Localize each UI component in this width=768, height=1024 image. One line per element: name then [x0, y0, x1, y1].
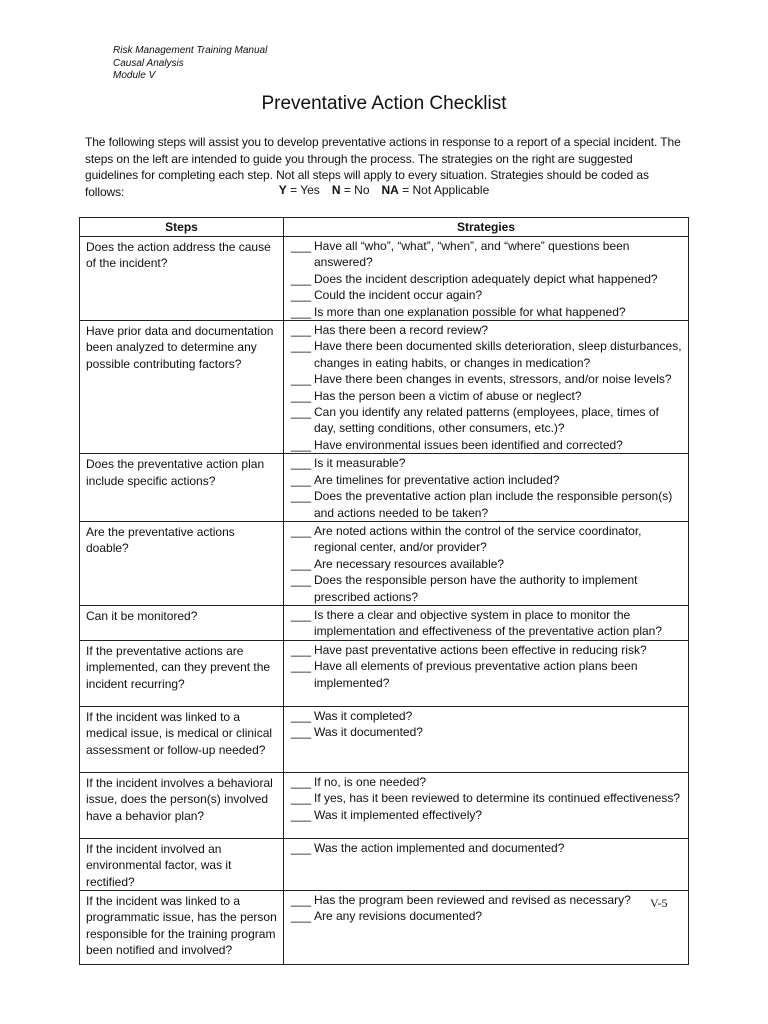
answer-blank[interactable]: ___ — [291, 807, 312, 822]
strategy-question: Does the incident description adequately depict what happened? — [314, 271, 658, 286]
strategy-item — [291, 338, 683, 371]
answer-blank[interactable]: ___ — [291, 607, 312, 622]
strategy-item — [291, 238, 683, 271]
answer-blank[interactable]: ___ — [291, 437, 312, 452]
strategies-cell — [284, 890, 689, 964]
table-row — [80, 772, 689, 838]
strategies-cell — [284, 838, 689, 890]
strategy-item — [291, 658, 683, 691]
steps-column-header: Steps — [80, 218, 284, 237]
answer-blank[interactable]: ___ — [291, 708, 312, 723]
table-row — [80, 605, 689, 640]
strategy-question: Have all “who”, “what”, “when”, and “where” questions been answered? — [314, 239, 630, 270]
strategy-item — [291, 271, 683, 287]
strategy-item — [291, 304, 683, 320]
strategy-item — [291, 488, 683, 521]
header-manual-title: Risk Management Training Manual — [113, 45, 268, 56]
header-module: Module V — [113, 70, 156, 81]
strategy-item — [291, 388, 683, 404]
legend-no-text: = No — [340, 183, 370, 197]
table-row — [80, 838, 689, 890]
strategies-cell — [284, 640, 689, 706]
legend-yes-text: = Yes — [286, 183, 320, 197]
step-cell: If the incident was linked to a medical issue, is medical or clinical assessment or follow-up needed? — [80, 706, 284, 772]
strategy-question: If yes, has it been reviewed to determine its continued effectiveness? — [314, 791, 680, 806]
strategy-question: Can you identify any related patterns (employees, place, times of day, setting conditions, other consumers, etc.)? — [314, 405, 659, 436]
strategy-question: Have all elements of previous preventative action plans been implemented? — [314, 659, 638, 690]
answer-blank[interactable]: ___ — [291, 892, 312, 907]
answer-blank[interactable]: ___ — [291, 271, 312, 286]
step-cell: If the preventative actions are implemented, can they prevent the incident recurring? — [80, 640, 284, 706]
answer-blank[interactable]: ___ — [291, 659, 312, 674]
strategy-question: Was it completed? — [314, 708, 413, 723]
strategy-item — [291, 472, 683, 488]
page-title: Preventative Action Checklist — [261, 93, 507, 114]
legend-yes-code: Y — [278, 183, 287, 197]
table-header-row — [80, 218, 689, 237]
strategy-question: Have there been changes in events, stressors, and/or noise levels? — [314, 372, 672, 387]
strategy-question: Does the responsible person have the authority to implement prescribed actions? — [314, 573, 638, 604]
step-cell: Have prior data and documentation been analyzed to determine any possible contributing factors? — [80, 321, 284, 454]
checklist-table — [79, 217, 689, 965]
strategies-cell — [284, 706, 689, 772]
strategy-item — [291, 322, 683, 338]
answer-blank[interactable]: ___ — [291, 472, 312, 487]
step-cell: If the incident involves a behavioral issue, does the person(s) involved have a behavior plan? — [80, 772, 284, 838]
intro-paragraph: The following steps will assist you to develop preventative actions in response to a report of a special incident. The steps on the left are intended to guide you through the process. The strategies on the right are suggested guidelines for completing each step. Not all steps will apply to every situation. Strategies should be coded as follows: — [85, 135, 681, 199]
table-row — [80, 321, 689, 454]
strategy-item — [291, 840, 683, 856]
strategy-question: Have past preventative actions been effective in reducing risk? — [314, 642, 647, 657]
checklist-body — [80, 237, 689, 965]
strategies-cell — [284, 605, 689, 640]
strategy-question: Are noted actions within the control of the service coordinator, regional center, and/or provider? — [314, 523, 642, 555]
strategy-question: Has there been a record review? — [314, 323, 489, 338]
answer-blank[interactable]: ___ — [291, 489, 312, 504]
header-section: Causal Analysis — [113, 57, 184, 69]
strategy-item — [291, 724, 683, 740]
step-cell: If the incident involved an environmental factor, was it rectified? — [80, 838, 284, 890]
legend-na-code: NA — [381, 183, 399, 197]
strategy-item — [291, 774, 683, 790]
strategy-item — [291, 607, 683, 640]
table-row — [80, 237, 689, 321]
strategies-column-header: Strategies — [284, 218, 689, 237]
strategy-question: Is more than one explanation possible for what happened? — [314, 304, 626, 319]
answer-blank[interactable]: ___ — [291, 372, 312, 387]
strategy-question: Does the preventative action plan include the responsible person(s) and actions needed to be taken? — [314, 489, 673, 520]
strategy-question: Is there a clear and objective system in place to monitor the implementation and effectiveness of the preventative action plan? — [314, 607, 662, 639]
document-header — [113, 45, 267, 83]
strategy-item — [291, 556, 683, 572]
strategy-question: Are timelines for preventative action included? — [314, 472, 560, 487]
strategy-question: Has the program been reviewed and revised as necessary? — [314, 892, 631, 907]
coding-legend — [0, 183, 768, 197]
table-row — [80, 454, 689, 522]
answer-blank[interactable]: ___ — [291, 456, 312, 471]
answer-blank[interactable]: ___ — [291, 573, 312, 588]
strategy-item — [291, 892, 683, 908]
answer-blank[interactable]: ___ — [291, 523, 312, 538]
answer-blank[interactable]: ___ — [291, 642, 312, 657]
strategy-question: Have environmental issues been identified and corrected? — [314, 437, 623, 452]
page-number: V-5 — [650, 896, 668, 910]
strategy-item — [291, 371, 683, 387]
table-row — [80, 640, 689, 706]
strategy-item — [291, 708, 683, 724]
strategies-cell — [284, 237, 689, 321]
strategy-item — [291, 455, 683, 471]
answer-blank[interactable]: ___ — [291, 840, 312, 855]
step-cell: Can it be monitored? — [80, 605, 284, 640]
strategy-question: Has the person been a victim of abuse or neglect? — [314, 388, 582, 403]
answer-blank[interactable]: ___ — [291, 339, 312, 354]
strategy-question: Could the incident occur again? — [314, 288, 483, 303]
strategy-question: If no, is one needed? — [314, 774, 427, 789]
strategy-item — [291, 523, 683, 556]
strategies-cell — [284, 521, 689, 605]
answer-blank[interactable]: ___ — [291, 774, 312, 789]
legend-no-code: N — [331, 183, 341, 197]
strategy-item — [291, 642, 683, 658]
answer-blank[interactable]: ___ — [291, 239, 312, 253]
strategy-question: Was it implemented effectively? — [314, 807, 483, 822]
strategy-question: Have there been documented skills deterioration, sleep disturbances, changes in eating habits, or changes in medication? — [314, 339, 682, 370]
strategy-item — [291, 908, 683, 924]
strategy-item — [291, 404, 683, 437]
table-row — [80, 521, 689, 605]
answer-blank[interactable]: ___ — [291, 323, 312, 338]
step-cell: Does the preventative action plan include specific actions? — [80, 454, 284, 522]
strategy-question: Was it documented? — [314, 725, 423, 740]
strategies-cell — [284, 772, 689, 838]
strategy-item — [291, 572, 683, 605]
answer-blank[interactable]: ___ — [291, 725, 312, 740]
answer-blank[interactable]: ___ — [291, 909, 312, 924]
answer-blank[interactable]: ___ — [291, 304, 312, 319]
strategy-question: Is it measurable? — [314, 456, 406, 471]
strategy-item — [291, 807, 683, 823]
strategy-question: Are necessary resources available? — [314, 556, 505, 571]
step-cell: Does the action address the cause of the incident? — [80, 237, 284, 321]
strategies-cell — [284, 454, 689, 522]
answer-blank[interactable]: ___ — [291, 288, 312, 303]
legend-na-text: = Not Applicable — [398, 183, 490, 197]
answer-blank[interactable]: ___ — [291, 405, 312, 420]
answer-blank[interactable]: ___ — [291, 388, 312, 403]
step-cell: If the incident was linked to a programmatic issue, has the person responsible for the training program been notified and involved? — [80, 890, 284, 964]
table-row — [80, 706, 689, 772]
strategy-question: Was the action implemented and documented? — [314, 840, 565, 855]
table-row — [80, 890, 689, 964]
strategy-item — [291, 287, 683, 303]
answer-blank[interactable]: ___ — [291, 791, 312, 806]
strategy-item — [291, 437, 683, 453]
strategy-question: Are any revisions documented? — [314, 909, 483, 924]
step-cell: Are the preventative actions doable? — [80, 521, 284, 605]
strategies-cell — [284, 321, 689, 454]
answer-blank[interactable]: ___ — [291, 556, 312, 571]
strategy-item — [291, 790, 683, 806]
